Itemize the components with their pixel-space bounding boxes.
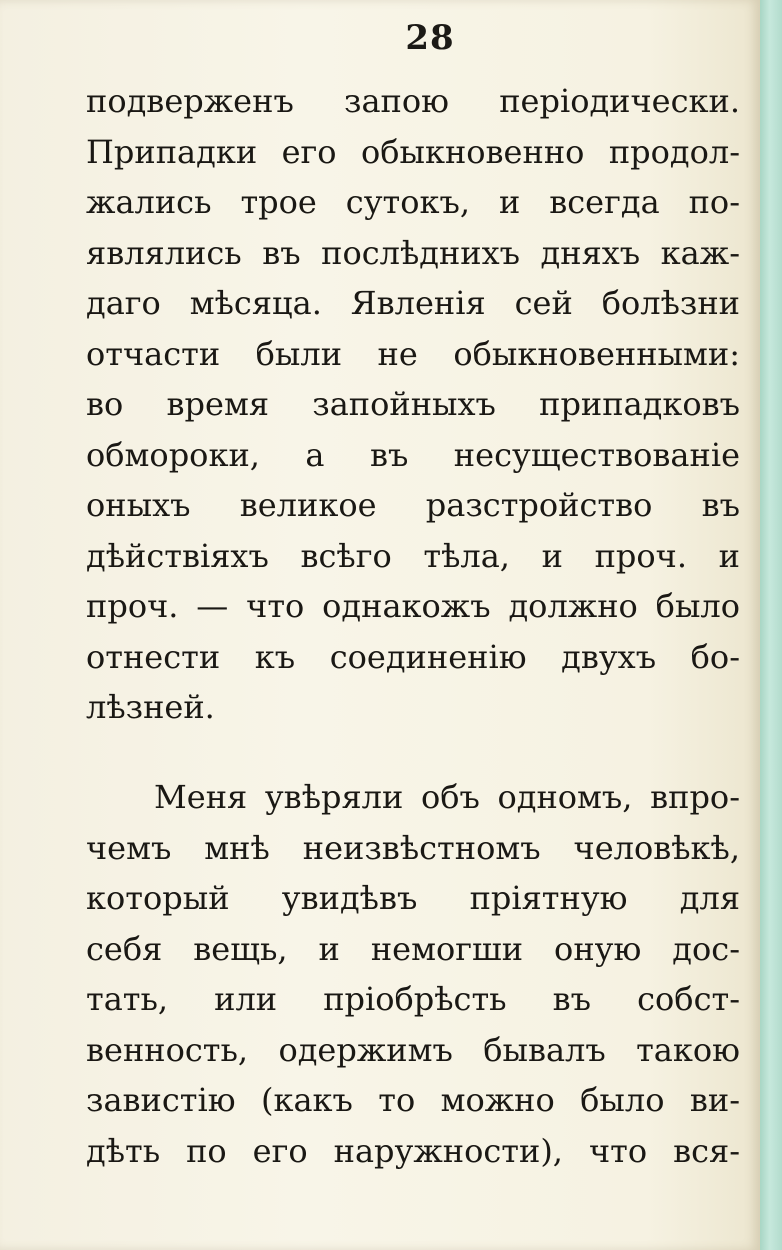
text-line: отнести къ соединенію двухъ бо- <box>86 637 740 676</box>
text-line: во время запойныхъ припадковъ <box>86 385 740 423</box>
text-line: жались трое сутокъ, и всегда по- <box>86 183 740 221</box>
page-number: 28 <box>405 18 455 58</box>
text-line: тать, или пріобрѣсть въ собст- <box>86 980 740 1018</box>
text-line: даго мѣсяца. Явленія сей болѣзни <box>86 284 740 322</box>
text-line: оныхъ великое разстройство въ <box>86 486 740 524</box>
text-line: отчасти были не обыкновенными: <box>86 334 740 373</box>
text-line: проч. — что однакожъ должно было <box>86 587 740 625</box>
paragraph-1 <box>86 76 740 733</box>
text-line: чемъ мнѣ неизвѣстномъ человѣкѣ, <box>86 828 740 867</box>
text-line: дѣть по его наружности), что вся- <box>86 1131 740 1170</box>
text-line: Меня увѣряли объ одномъ, впро- <box>154 778 740 816</box>
paragraph-2 <box>86 772 740 1176</box>
text-line: венность, одержимъ бывалъ такою <box>86 1030 740 1069</box>
text-line: обмороки, а въ несуществованіе <box>86 435 740 474</box>
text-line: подверженъ запою періодически. <box>86 82 740 120</box>
text-line: себя вещь, и немогши оную дос- <box>86 929 740 968</box>
page-edge <box>760 0 782 1250</box>
text-line: являлись въ послѣднихъ дняхъ каж- <box>86 233 740 272</box>
text-line: Припадки его обыкновенно продол- <box>86 132 740 171</box>
text-line: лѣзней. <box>86 688 215 726</box>
text-line: завистію (какъ то можно было ви- <box>86 1081 740 1119</box>
text-line: дѣйствіяхъ всѣго тѣла, и проч. и <box>86 536 740 575</box>
text-line: который увидѣвъ пріятную для <box>86 879 740 917</box>
